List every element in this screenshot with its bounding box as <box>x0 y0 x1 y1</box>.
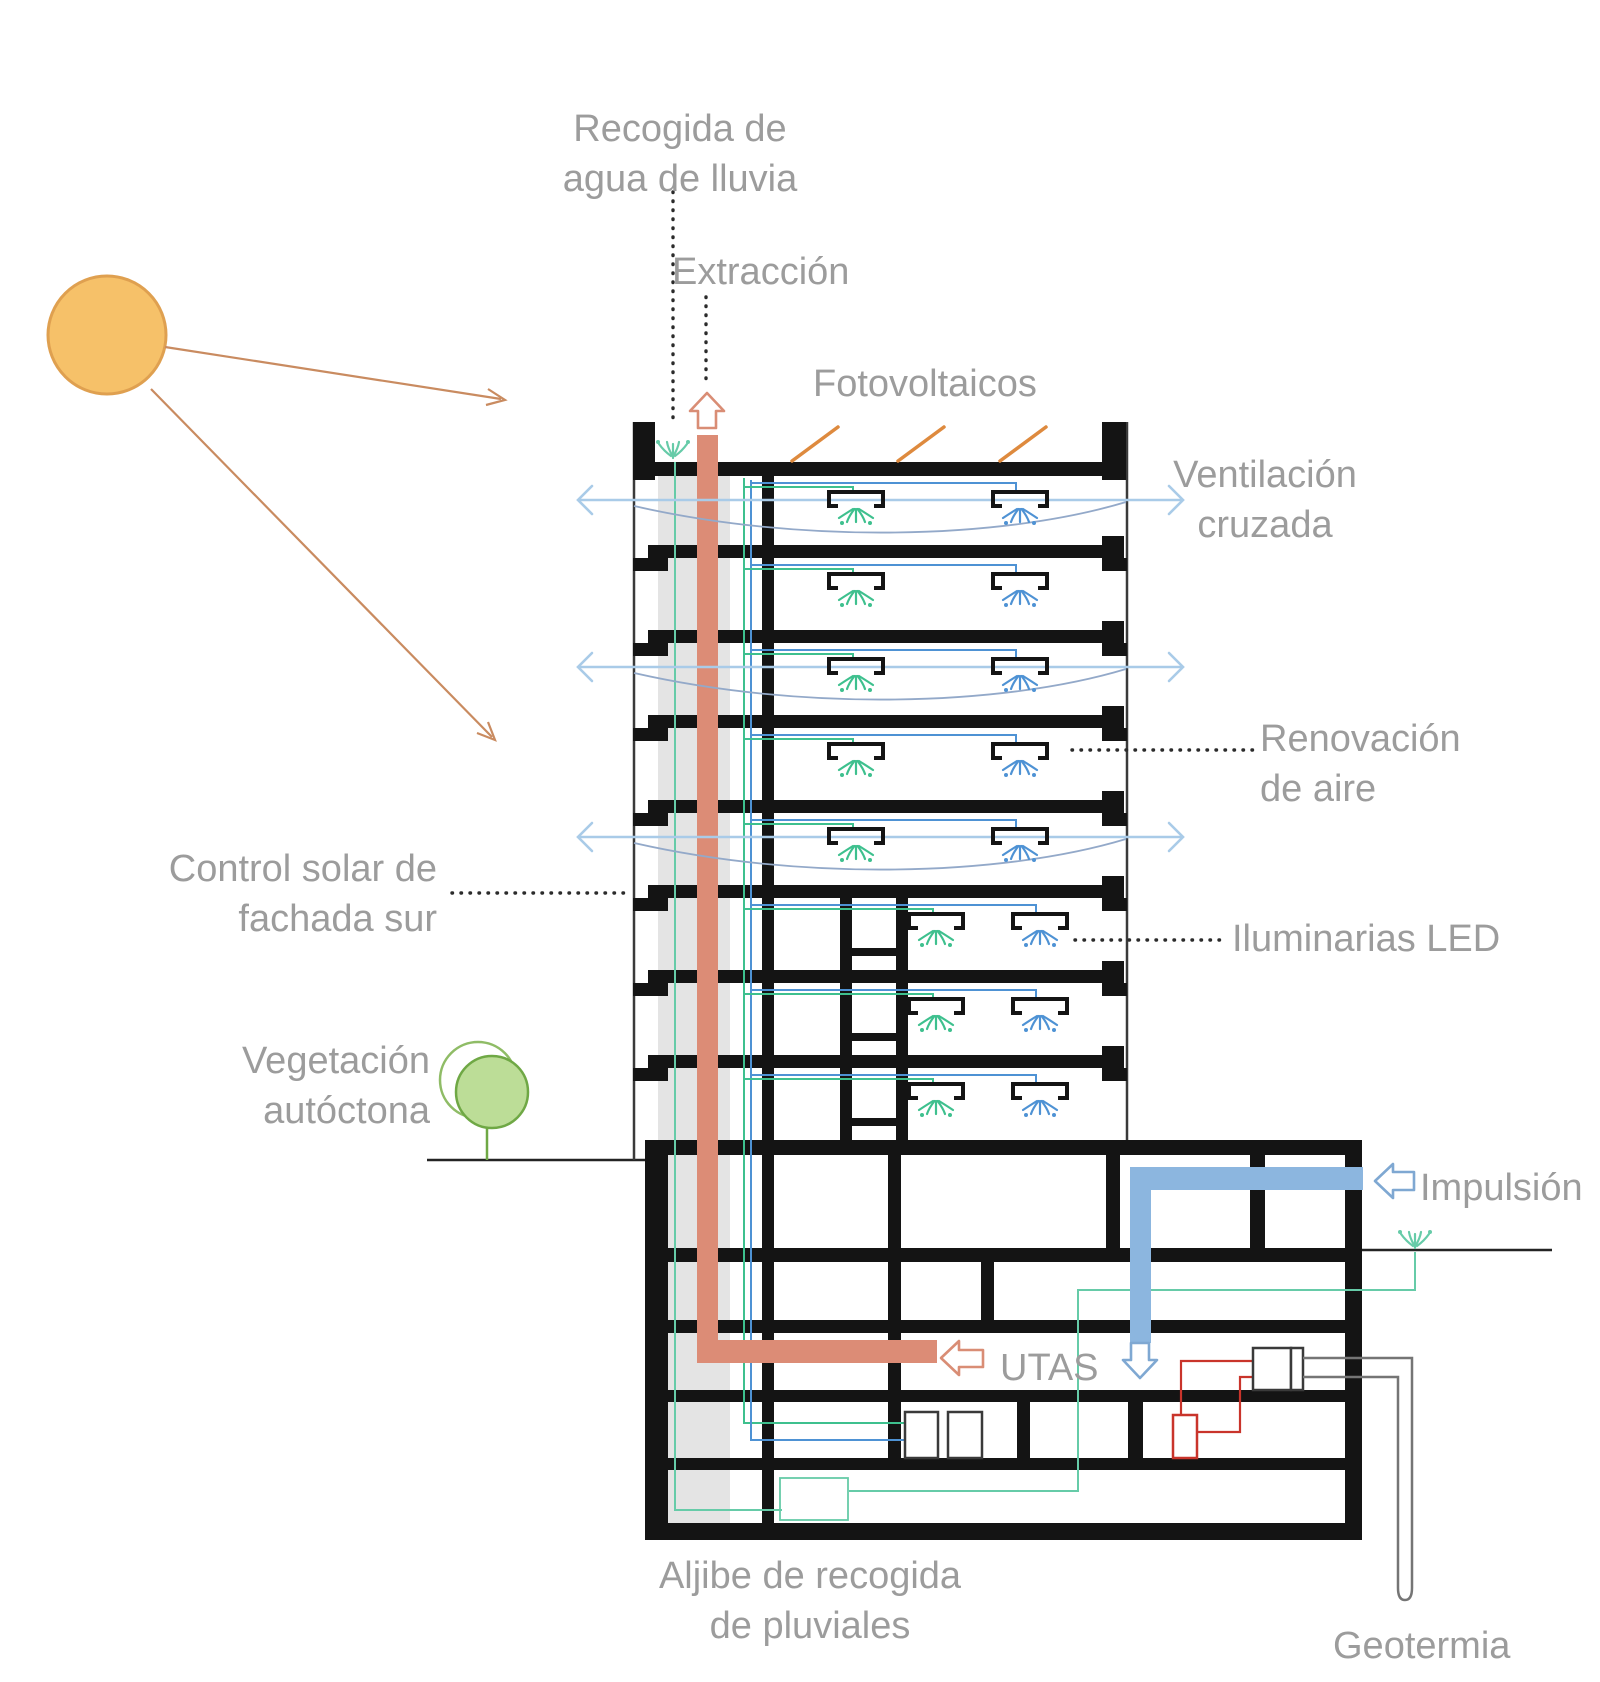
label-line: Extracción <box>672 251 850 293</box>
label-solar-control <box>137 844 437 944</box>
diffuser-green-icon <box>829 829 883 862</box>
podium-roof-slab <box>645 1140 1362 1155</box>
label-line: cruzada <box>1197 504 1333 546</box>
label-line: Vegetación <box>241 1040 430 1082</box>
label-impulsion <box>1420 1163 1583 1213</box>
diffuser-green-icon <box>829 659 883 692</box>
label-line: de aire <box>1260 768 1377 810</box>
diffuser-blue-icon <box>1013 1084 1067 1117</box>
geothermal-exchanger <box>1253 1348 1303 1390</box>
ahu-unit <box>905 1412 938 1458</box>
label-line: de pluviales <box>709 1605 911 1647</box>
label-photovoltaics <box>813 359 1037 409</box>
podium-wall-right <box>1345 1140 1362 1540</box>
roof-sprinkler-icon <box>656 440 690 458</box>
label-rain-collection <box>520 104 840 204</box>
diffuser-blue-icon <box>993 829 1047 862</box>
utas-left-arrow <box>941 1341 983 1375</box>
label-line: Fotovoltaicos <box>813 363 1037 405</box>
label-line: autóctona <box>263 1090 430 1132</box>
ahu-unit <box>948 1412 982 1458</box>
label-extraction <box>672 247 849 297</box>
foundation-slab <box>645 1523 1362 1540</box>
label-line: Aljibe de recogida <box>658 1555 962 1597</box>
label-line: agua de lluvia <box>562 158 798 200</box>
diffuser-blue-icon <box>1013 914 1067 947</box>
label-line: UTAS <box>1000 1347 1099 1389</box>
impulsion-left-arrow <box>1375 1164 1414 1198</box>
diffuser-blue-icon <box>993 492 1047 525</box>
sun-icon <box>48 276 166 394</box>
label-line: Control solar de <box>168 848 437 890</box>
roof-slab <box>648 462 1124 476</box>
pv-panel-lines <box>792 427 1046 461</box>
sun-ray-arrow <box>165 347 505 405</box>
garden-sprinkler-icon <box>1398 1230 1432 1248</box>
podium-wall-left <box>645 1140 668 1540</box>
label-line: Impulsión <box>1420 1167 1583 1209</box>
label-line: Geotermia <box>1333 1625 1511 1667</box>
label-air-renewal <box>1260 714 1461 814</box>
diffuser-green-icon <box>829 492 883 525</box>
supply-down-arrow <box>1123 1343 1157 1378</box>
label-line: Iluminarias LED <box>1232 918 1501 960</box>
label-native-vegetation <box>168 1036 430 1136</box>
label-cross-ventilation <box>1150 450 1380 550</box>
supply-riser-blue <box>751 480 910 1440</box>
diffuser-green-icon <box>909 914 963 947</box>
diffuser-green-icon <box>909 1084 963 1117</box>
diffuser-green-icon <box>829 744 883 777</box>
diffuser-blue-icon <box>993 574 1047 607</box>
heat-pump <box>1173 1415 1197 1458</box>
label-line: fachada sur <box>238 898 437 940</box>
diffuser-blue-icon <box>993 744 1047 777</box>
label-line: Recogida de <box>573 108 787 150</box>
label-line: Ventilación <box>1173 454 1357 496</box>
label-line: Renovación <box>1260 718 1461 760</box>
tree-icon <box>440 1042 528 1160</box>
core-wall <box>762 476 774 1523</box>
diffuser-green-icon <box>909 999 963 1032</box>
cistern-tank <box>780 1478 848 1520</box>
label-geothermal <box>1333 1621 1510 1671</box>
heat-pump-circuit <box>1173 1361 1253 1458</box>
label-led-lighting <box>1232 914 1500 964</box>
diffuser-blue-icon <box>1013 999 1067 1032</box>
extraction-up-arrow <box>690 393 724 428</box>
diffuser-blue-icon <box>993 659 1047 692</box>
label-utas <box>1000 1343 1099 1393</box>
sun-ray-arrow <box>151 389 495 740</box>
label-cistern <box>610 1551 1010 1651</box>
diffuser-green-icon <box>829 574 883 607</box>
